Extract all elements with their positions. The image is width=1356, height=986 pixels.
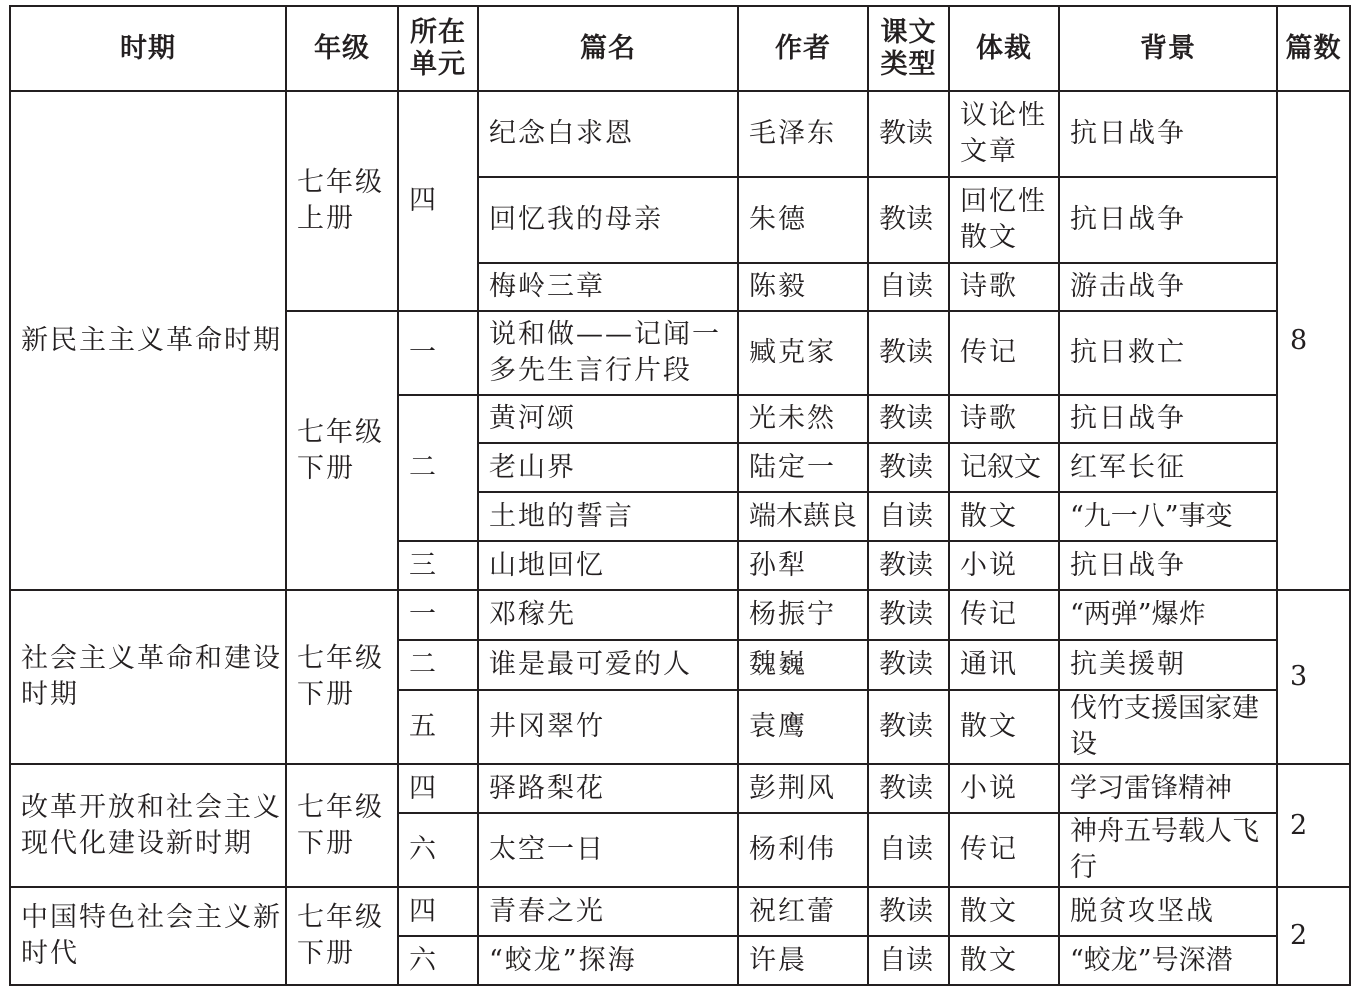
grade-cell: 七年级下册 [286,887,398,985]
author-cell: 陆定一 [738,443,868,492]
title-cell: 土地的誓言 [478,492,738,541]
author-cell: 杨振宁 [738,590,868,640]
grade-cell: 七年级上册 [286,91,398,311]
unit-cell: 一 [398,311,478,395]
author-cell: 祝红蕾 [738,887,868,936]
type-cell: 教读 [868,590,949,640]
unit-cell: 五 [398,690,478,764]
type-cell: 教读 [868,690,949,764]
author-cell: 朱德 [738,177,868,263]
unit-cell: 二 [398,640,478,690]
header-author: 作者 [738,6,868,91]
background-cell: 抗美援朝 [1059,640,1277,690]
table-row [10,887,1350,936]
unit-cell: 六 [398,936,478,985]
header-unit: 所在单元 [398,6,478,91]
header-background: 背景 [1059,6,1277,91]
author-cell: 端木蕻良 [738,492,868,541]
background-cell: 红军长征 [1059,443,1277,492]
background-cell: 学习雷锋精神 [1059,764,1277,813]
type-cell: 自读 [868,492,949,541]
unit-cell: 一 [398,590,478,640]
background-cell: 抗日救亡 [1059,311,1277,395]
title-cell: 说和做——记闻一多先生言行片段 [478,311,738,395]
title-cell: 山地回忆 [478,541,738,590]
genre-cell: 通讯 [949,640,1059,690]
genre-cell: 诗歌 [949,263,1059,311]
title-cell: 驿路梨花 [478,764,738,813]
period-cell: 中国特色社会主义新时代 [10,887,286,985]
genre-cell: 传记 [949,813,1059,887]
title-cell: 青春之光 [478,887,738,936]
genre-cell: 传记 [949,590,1059,640]
title-cell: 太空一日 [478,813,738,887]
header-period: 时期 [10,6,286,91]
type-cell: 教读 [868,541,949,590]
genre-cell: 议论性文章 [949,91,1059,177]
header-grade: 年级 [286,6,398,91]
grade-cell: 七年级下册 [286,764,398,887]
count-cell: 2 [1277,764,1350,887]
unit-cell: 六 [398,813,478,887]
background-cell: “蛟龙”号深潜 [1059,936,1277,985]
genre-cell: 记叙文 [949,443,1059,492]
author-cell: 袁鹰 [738,690,868,764]
type-cell: 教读 [868,887,949,936]
genre-cell: 散文 [949,887,1059,936]
genre-cell: 散文 [949,492,1059,541]
count-cell: 2 [1277,887,1350,985]
author-cell: 臧克家 [738,311,868,395]
unit-cell: 四 [398,764,478,813]
author-cell: 孙犁 [738,541,868,590]
genre-cell: 小说 [949,541,1059,590]
header-row [10,6,1350,91]
background-cell: 抗日战争 [1059,395,1277,443]
title-cell: 梅岭三章 [478,263,738,311]
type-cell: 教读 [868,395,949,443]
genre-cell: 散文 [949,936,1059,985]
author-cell: 许晨 [738,936,868,985]
genre-cell: 小说 [949,764,1059,813]
textbook-table [9,5,1351,986]
unit-cell: 三 [398,541,478,590]
author-cell: 彭荆风 [738,764,868,813]
author-cell: 毛泽东 [738,91,868,177]
background-cell: 伐竹支援国家建设 [1059,690,1277,764]
background-cell: 脱贫攻坚战 [1059,887,1277,936]
count-cell: 3 [1277,590,1350,764]
grade-cell: 七年级下册 [286,311,398,590]
genre-cell: 诗歌 [949,395,1059,443]
title-cell: 回忆我的母亲 [478,177,738,263]
title-cell: 邓稼先 [478,590,738,640]
background-cell: 抗日战争 [1059,541,1277,590]
table-row [10,91,1350,177]
header-genre: 体裁 [949,6,1059,91]
unit-cell: 四 [398,887,478,936]
title-cell: “蛟龙”探海 [478,936,738,985]
type-cell: 教读 [868,640,949,690]
background-cell: “九一八”事变 [1059,492,1277,541]
header-title: 篇名 [478,6,738,91]
table-row [10,764,1350,813]
author-cell: 陈毅 [738,263,868,311]
type-cell: 自读 [868,263,949,311]
header-type: 课文类型 [868,6,949,91]
period-cell: 新民主主义革命时期 [10,91,286,590]
period-cell: 社会主义革命和建设时期 [10,590,286,764]
grade-cell: 七年级下册 [286,590,398,764]
title-cell: 谁是最可爱的人 [478,640,738,690]
genre-cell: 散文 [949,690,1059,764]
period-cell: 改革开放和社会主义现代化建设新时期 [10,764,286,887]
type-cell: 教读 [868,91,949,177]
type-cell: 教读 [868,443,949,492]
table-row [10,590,1350,640]
unit-cell: 四 [398,91,478,311]
background-cell: 抗日战争 [1059,91,1277,177]
header-count: 篇数 [1277,6,1350,91]
author-cell: 杨利伟 [738,813,868,887]
type-cell: 自读 [868,813,949,887]
title-cell: 纪念白求恩 [478,91,738,177]
type-cell: 教读 [868,177,949,263]
genre-cell: 传记 [949,311,1059,395]
genre-cell: 回忆性散文 [949,177,1059,263]
type-cell: 教读 [868,764,949,813]
title-cell: 老山界 [478,443,738,492]
background-cell: 游击战争 [1059,263,1277,311]
count-cell: 8 [1277,91,1350,590]
type-cell: 自读 [868,936,949,985]
title-cell: 黄河颂 [478,395,738,443]
author-cell: 光未然 [738,395,868,443]
unit-cell: 二 [398,395,478,541]
author-cell: 魏巍 [738,640,868,690]
background-cell: 神舟五号载人飞行 [1059,813,1277,887]
type-cell: 教读 [868,311,949,395]
title-cell: 井冈翠竹 [478,690,738,764]
background-cell: “两弹”爆炸 [1059,590,1277,640]
background-cell: 抗日战争 [1059,177,1277,263]
